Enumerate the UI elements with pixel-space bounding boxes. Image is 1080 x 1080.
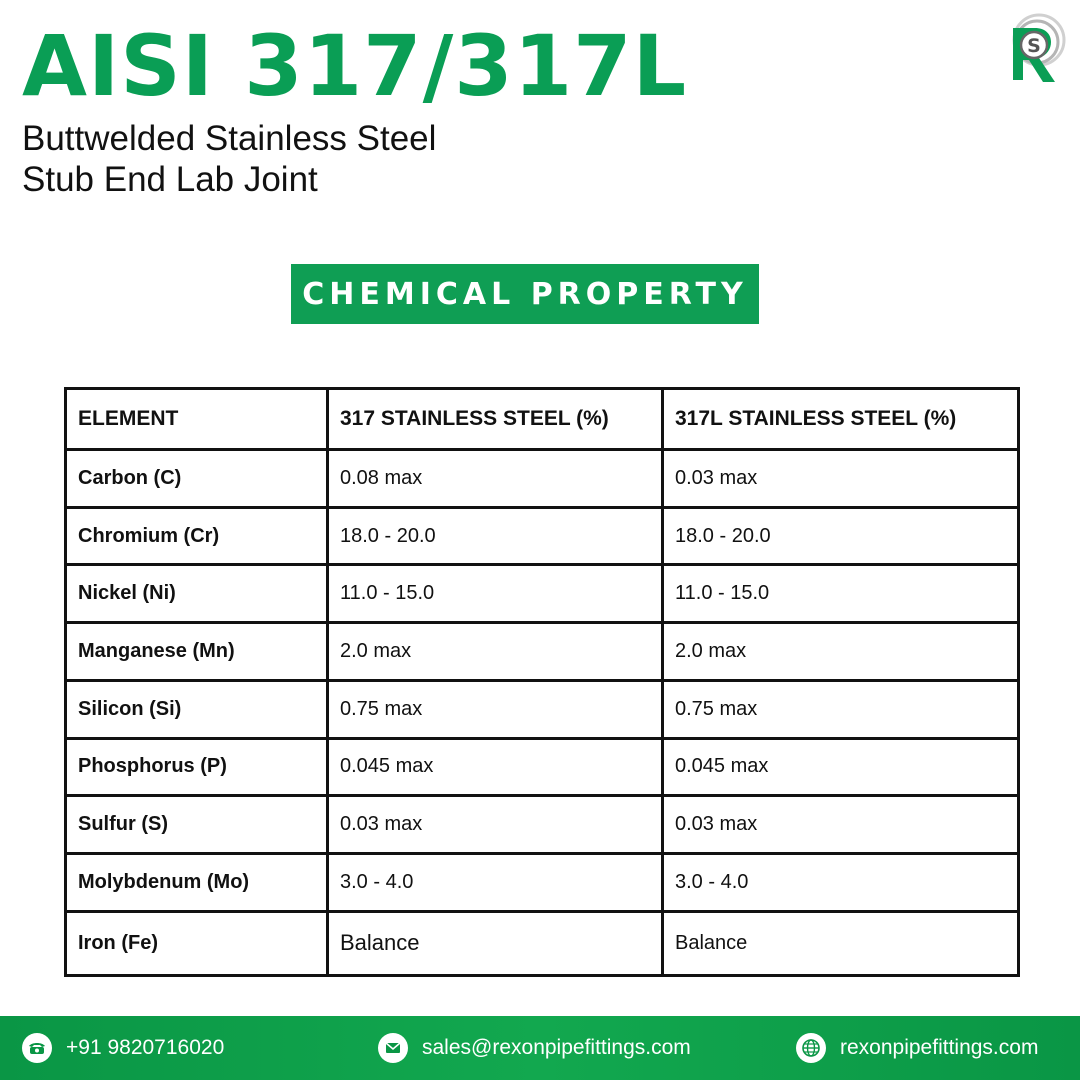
- value-317-cell: 3.0 - 4.0: [328, 853, 663, 911]
- website-url: rexonpipefittings.com: [840, 1036, 1039, 1059]
- value-317l-cell: 0.045 max: [663, 738, 1019, 796]
- table-row: [66, 680, 1019, 738]
- element-cell: Sulfur (S): [66, 796, 328, 854]
- value-317l-cell: 2.0 max: [663, 623, 1019, 681]
- subtitle-line-2: Stub End Lab Joint: [22, 160, 318, 199]
- element-cell: Carbon (C): [66, 450, 328, 508]
- table-row: [66, 623, 1019, 681]
- table-row: [66, 507, 1019, 565]
- table-header-row: [66, 389, 1019, 450]
- element-cell: Nickel (Ni): [66, 565, 328, 623]
- contact-footer: [0, 1016, 1080, 1080]
- page-subtitle: [22, 118, 436, 200]
- element-cell: Silicon (Si): [66, 680, 328, 738]
- value-317l-cell: 11.0 - 15.0: [663, 565, 1019, 623]
- table-row: [66, 738, 1019, 796]
- phone-contact[interactable]: [22, 1016, 224, 1080]
- table-row: [66, 911, 1019, 975]
- chemical-property-table: [64, 387, 1020, 977]
- value-317-cell: 18.0 - 20.0: [328, 507, 663, 565]
- table-row: [66, 565, 1019, 623]
- value-317l-cell: 3.0 - 4.0: [663, 853, 1019, 911]
- value-317-cell: 11.0 - 15.0: [328, 565, 663, 623]
- header-317l: 317L STAINLESS STEEL (%): [663, 389, 1019, 450]
- header-element: ELEMENT: [66, 389, 328, 450]
- value-317-cell: 0.75 max: [328, 680, 663, 738]
- value-317l-cell: 0.75 max: [663, 680, 1019, 738]
- subtitle-line-1: Buttwelded Stainless Steel: [22, 119, 437, 158]
- element-cell: Phosphorus (P): [66, 738, 328, 796]
- value-317l-cell: 0.03 max: [663, 450, 1019, 508]
- brand-logo: [1003, 10, 1067, 84]
- website-contact[interactable]: [796, 1016, 1038, 1080]
- chemical-property-badge: CHEMICAL PROPERTY: [291, 264, 759, 324]
- value-317-cell: 0.03 max: [328, 796, 663, 854]
- email-address: sales@rexonpipefittings.com: [422, 1036, 691, 1059]
- phone-icon: [22, 1033, 52, 1063]
- value-317-cell: 2.0 max: [328, 623, 663, 681]
- value-317l-cell: Balance: [663, 911, 1019, 975]
- element-cell: Manganese (Mn): [66, 623, 328, 681]
- element-cell: Molybdenum (Mo): [66, 853, 328, 911]
- value-317l-cell: 0.03 max: [663, 796, 1019, 854]
- email-contact[interactable]: [378, 1016, 691, 1080]
- page-title: AISI 317/317L: [22, 17, 688, 115]
- mail-icon: [378, 1033, 408, 1063]
- globe-icon: [796, 1033, 826, 1063]
- table-row: [66, 450, 1019, 508]
- value-317-cell: 0.08 max: [328, 450, 663, 508]
- element-cell: Chromium (Cr): [66, 507, 328, 565]
- value-317-cell: 0.045 max: [328, 738, 663, 796]
- table-row: [66, 796, 1019, 854]
- svg-text:S: S: [1027, 35, 1041, 57]
- phone-number: +91 9820716020: [66, 1036, 225, 1059]
- value-317-cell: Balance: [328, 911, 663, 975]
- element-cell: Iron (Fe): [66, 911, 328, 975]
- table-row: [66, 853, 1019, 911]
- header-317: 317 STAINLESS STEEL (%): [328, 389, 663, 450]
- value-317l-cell: 18.0 - 20.0: [663, 507, 1019, 565]
